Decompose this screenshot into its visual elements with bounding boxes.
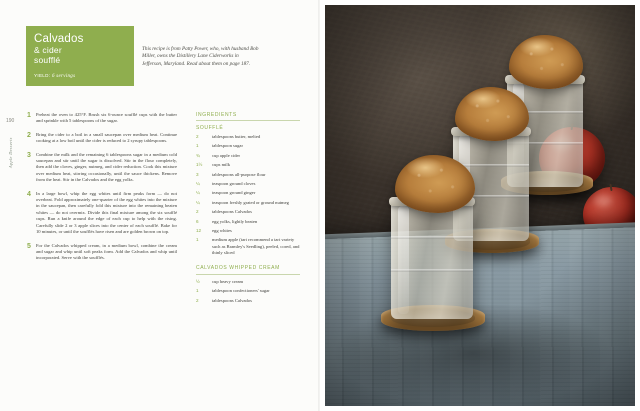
recipe-step — [27, 152, 177, 184]
ingredient-name: tablespoons Calvados — [212, 209, 252, 215]
ingredient-item — [196, 279, 300, 285]
ingredient-amount: ¼ — [196, 180, 200, 186]
recipe-headnote: This recipe is from Patty Power, who, with husband Bob Miller, owns the Distillery Lane Ciderworks in Jefferson, Maryland. Read about them on page 187. — [142, 46, 259, 67]
ingredient-name: tablespoon sugar — [212, 143, 244, 149]
page-title — [34, 33, 126, 65]
ingredient-name: medium apple (tart recommend a tart variety such as Bramley's Seedling), peeled, cored, and thinly sliced — [212, 237, 300, 255]
ingredient-amount: 3 — [196, 171, 199, 177]
ingredient-item — [196, 190, 300, 196]
ingredient-amount: 12 — [196, 227, 202, 233]
photo-page — [320, 0, 640, 411]
jar-ridge — [391, 269, 473, 272]
jar-glass — [391, 201, 473, 319]
ingredient-amount: 2 — [196, 297, 199, 303]
recipe-title-block — [26, 26, 134, 86]
ingredient-item — [196, 288, 300, 294]
ingredient-section-title: CALVADOS WHIPPED CREAM — [196, 265, 280, 272]
ingredient-amount: 1 — [196, 143, 199, 149]
ingredient-item — [196, 134, 300, 140]
ingredient-item — [196, 237, 300, 256]
ingredient-amount: 2 — [196, 209, 199, 215]
ingredient-name: teaspoon freshly grated or ground nutmeg — [212, 199, 289, 205]
ingredient-item — [196, 181, 300, 187]
recipe-step — [27, 112, 177, 125]
souffle-jar-front — [391, 201, 473, 319]
running-head: Apple Desserts — [8, 137, 13, 168]
step-text: In a large bowl, whip the egg whites until firm peaks form — do not overbeat. Fold approximately one-quarter of the egg whites into the mixture in the saucepan, then carefully fold this mixture into the remaining beaten whites — do not overmix. Divide this final mixture among the six soufflé cups. Run a knife around the edge of each cup to help with the rising. Carefully slide 2 or 3 apple slices into the center of each soufflé. Bake for 10 minutes, or until the soufflés have risen and are golden brown on top. — [36, 190, 177, 235]
ingredient-amount: 1 — [196, 237, 199, 243]
page-folio: 190 — [6, 118, 15, 124]
ingredient-section-title: SOUFFLÉ — [196, 125, 224, 131]
ingredient-item — [196, 219, 300, 225]
ingredient-name: cup heavy cream — [212, 279, 244, 285]
recipe-photo — [325, 5, 635, 406]
step-number: 5 — [27, 242, 31, 250]
step-number: 4 — [27, 190, 31, 198]
apple-highlight — [594, 195, 612, 206]
step-number: 3 — [27, 151, 31, 159]
ingredient-item — [196, 143, 300, 149]
ingredient-name: egg yolks, lightly beaten — [212, 218, 258, 224]
ingredient-item — [196, 298, 300, 304]
ingredient-name: tablespoon confectioners' sugar — [212, 288, 270, 294]
title-line-3: soufflé — [34, 55, 61, 65]
ingredient-name: tablespoons butter, melted — [212, 134, 261, 139]
ingredient-name: tablespoons Calvados — [212, 297, 252, 303]
step-text: Combine the milk and the remaining 6 tablespoons sugar in a medium cold saucepan and stir until the sugar is dissolved. Stir in the flour completely, then add the cloves, ginger, nutmeg, and cider reduction. Cook this mixture over medium heat, stirring occasionally, until the sauce thickens. Remove from the heat. Stir in the Calvados and the egg yolks. — [36, 151, 177, 183]
ingredient-item — [196, 209, 300, 215]
divider — [196, 274, 300, 275]
ingredients-heading: INGREDIENTS — [196, 112, 237, 118]
title-line-2: & cider — [34, 45, 62, 55]
ingredient-name: teaspoon ground ginger — [212, 190, 256, 196]
ingredient-amount: 2 — [196, 134, 199, 139]
ingredient-name: teaspoon ground cloves — [212, 180, 256, 186]
title-line-1: Calvados — [34, 33, 84, 45]
ingredient-amount: ¾ — [196, 152, 200, 158]
step-text: Preheat the oven to 425°F. Brush six 6-ounce soufflé cups with the butter and sprinkle with 5 tablespoons of the sugar. — [36, 112, 177, 124]
ingredient-amount: ¼ — [196, 199, 200, 205]
jar-ridge — [391, 236, 473, 239]
ingredient-item — [196, 228, 300, 234]
ingredient-item — [196, 162, 300, 168]
step-number: 2 — [27, 131, 31, 139]
ingredient-name: egg whites — [212, 227, 232, 233]
ingredient-name: tablespoons all-purpose flour — [212, 171, 266, 177]
yield-row — [34, 73, 75, 79]
yield-value: 6 servings — [51, 74, 76, 79]
yield-label: YIELD: — [34, 73, 51, 78]
ingredient-name: cup apple cider — [212, 152, 241, 158]
step-number: 1 — [27, 112, 31, 119]
recipe-step — [27, 191, 177, 236]
divider — [196, 120, 300, 121]
ingredient-amount: 1 — [196, 288, 199, 294]
ingredient-amount: ½ — [196, 279, 200, 285]
ingredients-panel — [196, 112, 300, 307]
ingredient-amount: ¼ — [196, 190, 200, 196]
ingredient-name: cups milk — [212, 162, 230, 168]
ingredient-amount: 1½ — [196, 162, 203, 168]
recipe-step — [27, 243, 177, 262]
ingredient-item — [196, 200, 300, 206]
step-text: Bring the cider to a boil in a small saucepan over medium heat. Continue cooking at a low boil until the cider is reduced to 2 syrupy tablespoons. — [36, 131, 177, 144]
ingredient-item — [196, 153, 300, 159]
ingredient-item — [196, 172, 300, 178]
recipe-steps — [27, 112, 177, 269]
step-text: For the Calvados whipped cream, in a medium bowl, combine the cream and sugar and whip until soft peaks form. Add the Calvados and whip until incorporated. Serve with the soufflés. — [36, 242, 177, 261]
recipe-step — [27, 132, 177, 145]
ingredient-amount: 6 — [196, 218, 199, 224]
